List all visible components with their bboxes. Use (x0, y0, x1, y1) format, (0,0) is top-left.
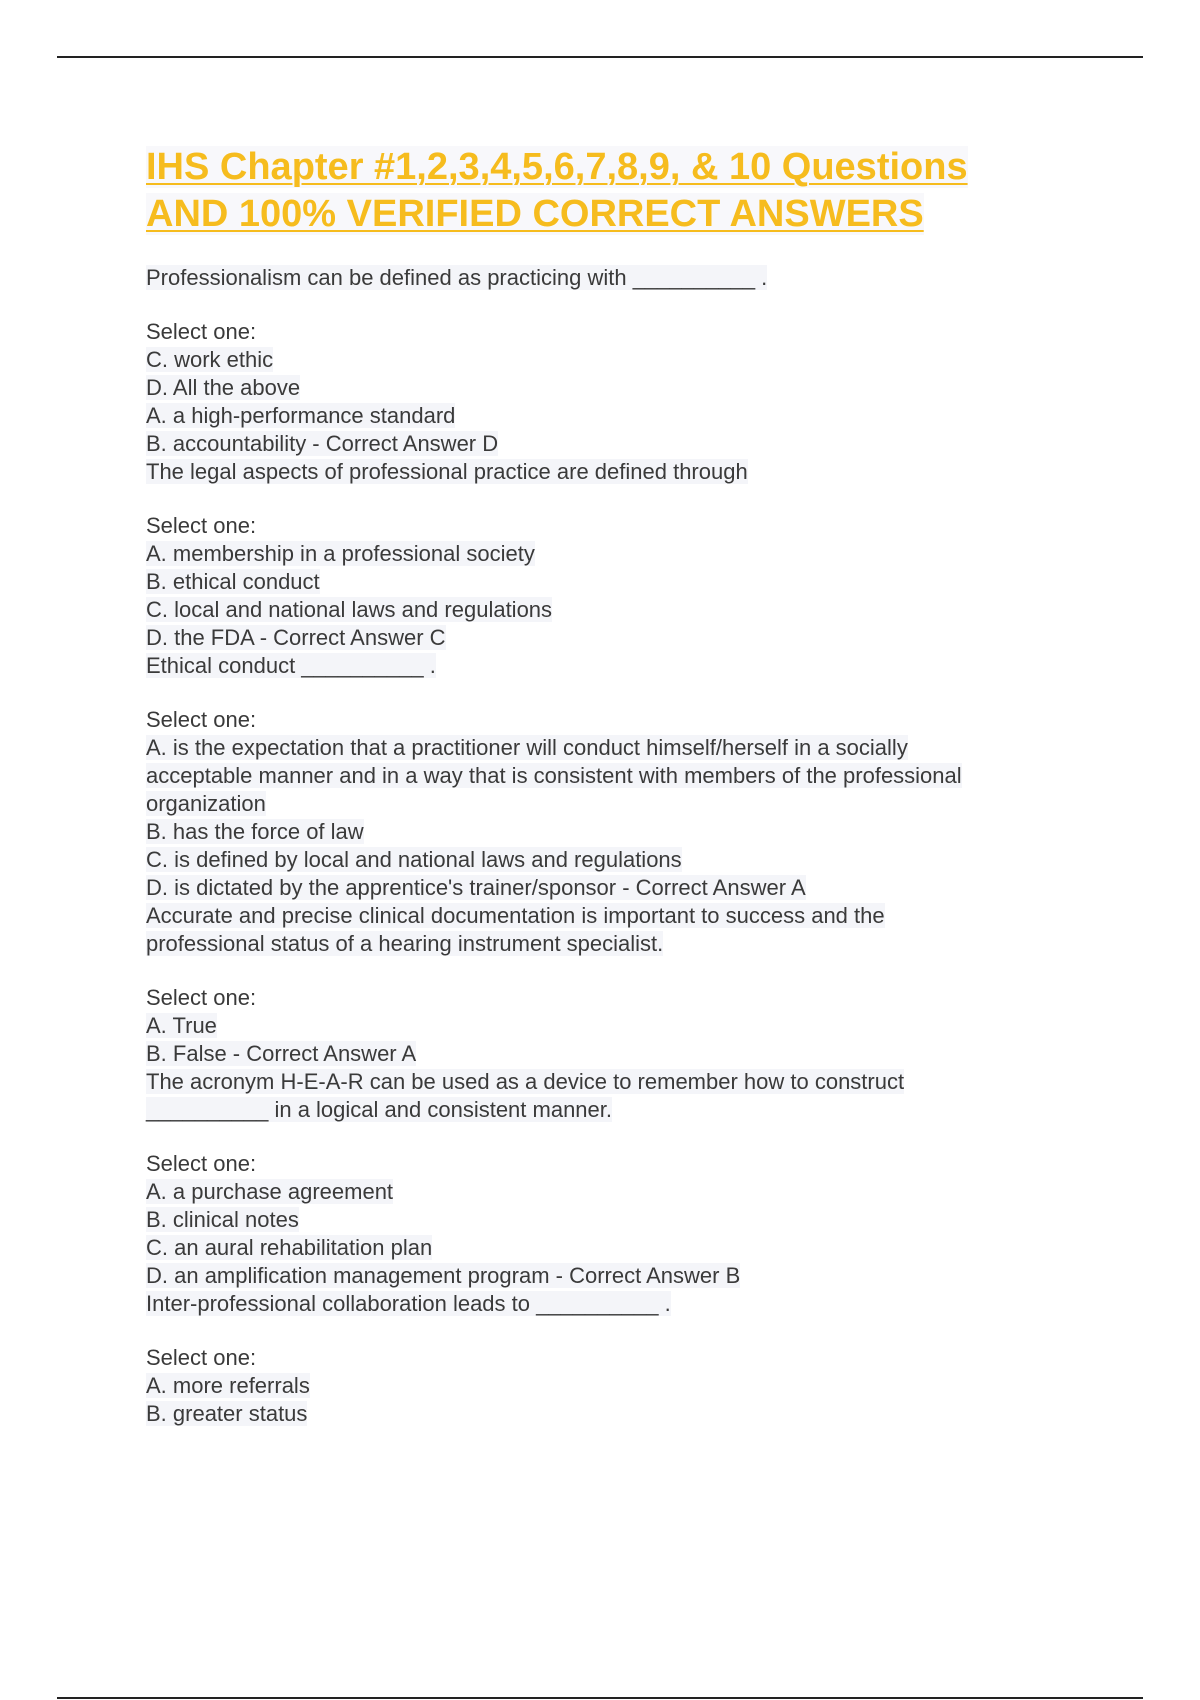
answer-option: D. is dictated by the apprentice's trainer/sponsor - Correct Answer A (146, 875, 806, 900)
question-3 (146, 652, 1046, 902)
question-6 (146, 1290, 1046, 1428)
select-one-label: Select one: (146, 1345, 257, 1370)
answer-option: B. has the force of law (146, 819, 364, 844)
question-1 (146, 264, 1046, 458)
question-prompt: Professionalism can be defined as practicing with __________ . (146, 265, 768, 290)
answer-option: A. is the expectation that a practitioner will conduct himself/herself in a socially (146, 735, 908, 760)
question-5 (146, 1068, 1046, 1290)
question-prompt: The legal aspects of professional practice are defined through (146, 459, 748, 484)
answer-option: C. is defined by local and national laws and regulations (146, 847, 682, 872)
answer-option: A. True (146, 1013, 217, 1038)
answer-option: C. an aural rehabilitation plan (146, 1235, 433, 1260)
question-prompt: Inter-professional collaboration leads to __________ . (146, 1291, 671, 1316)
question-prompt-continued: professional status of a hearing instrument specialist. (146, 931, 664, 956)
question-2 (146, 458, 1046, 652)
title-line-2: AND 100% VERIFIED CORRECT ANSWERS (146, 193, 924, 235)
question-prompt-continued: __________ in a logical and consistent manner. (146, 1097, 613, 1122)
answer-option: B. clinical notes (146, 1207, 299, 1232)
answer-option: D. an amplification management program - Correct Answer B (146, 1263, 741, 1288)
title-line-1: IHS Chapter #1,2,3,4,5,6,7,8,9, & 10 Questions (146, 146, 968, 188)
select-one-label: Select one: (146, 985, 257, 1010)
select-one-label: Select one: (146, 513, 257, 538)
answer-option-continued: organization (146, 791, 266, 816)
question-prompt: The acronym H-E-A-R can be used as a device to remember how to construct (146, 1069, 905, 1094)
answer-option: A. more referrals (146, 1373, 310, 1398)
answer-option: C. work ethic (146, 347, 274, 372)
question-prompt: Accurate and precise clinical documentation is important to success and the (146, 903, 885, 928)
answer-option: C. local and national laws and regulations (146, 597, 553, 622)
select-one-label: Select one: (146, 1151, 257, 1176)
answer-option-continued: acceptable manner and in a way that is consistent with members of the professional (146, 763, 962, 788)
answer-option: A. a high-performance standard (146, 403, 456, 428)
answer-option: D. All the above (146, 375, 301, 400)
answer-option: B. False - Correct Answer A (146, 1041, 417, 1066)
answer-option: A. a purchase agreement (146, 1179, 394, 1204)
answer-option: B. greater status (146, 1401, 308, 1426)
footer-rule (57, 1697, 1143, 1699)
header-rule (57, 56, 1143, 58)
document-title (146, 144, 1046, 238)
answer-option: A. membership in a professional society (146, 541, 535, 566)
select-one-label: Select one: (146, 707, 257, 732)
question-prompt: Ethical conduct __________ . (146, 653, 436, 678)
question-4 (146, 902, 1046, 1068)
answer-option: B. ethical conduct (146, 569, 320, 594)
answer-option: B. accountability - Correct Answer D (146, 431, 499, 456)
document-body (146, 144, 1046, 1428)
answer-option: D. the FDA - Correct Answer C (146, 625, 446, 650)
select-one-label: Select one: (146, 319, 257, 344)
